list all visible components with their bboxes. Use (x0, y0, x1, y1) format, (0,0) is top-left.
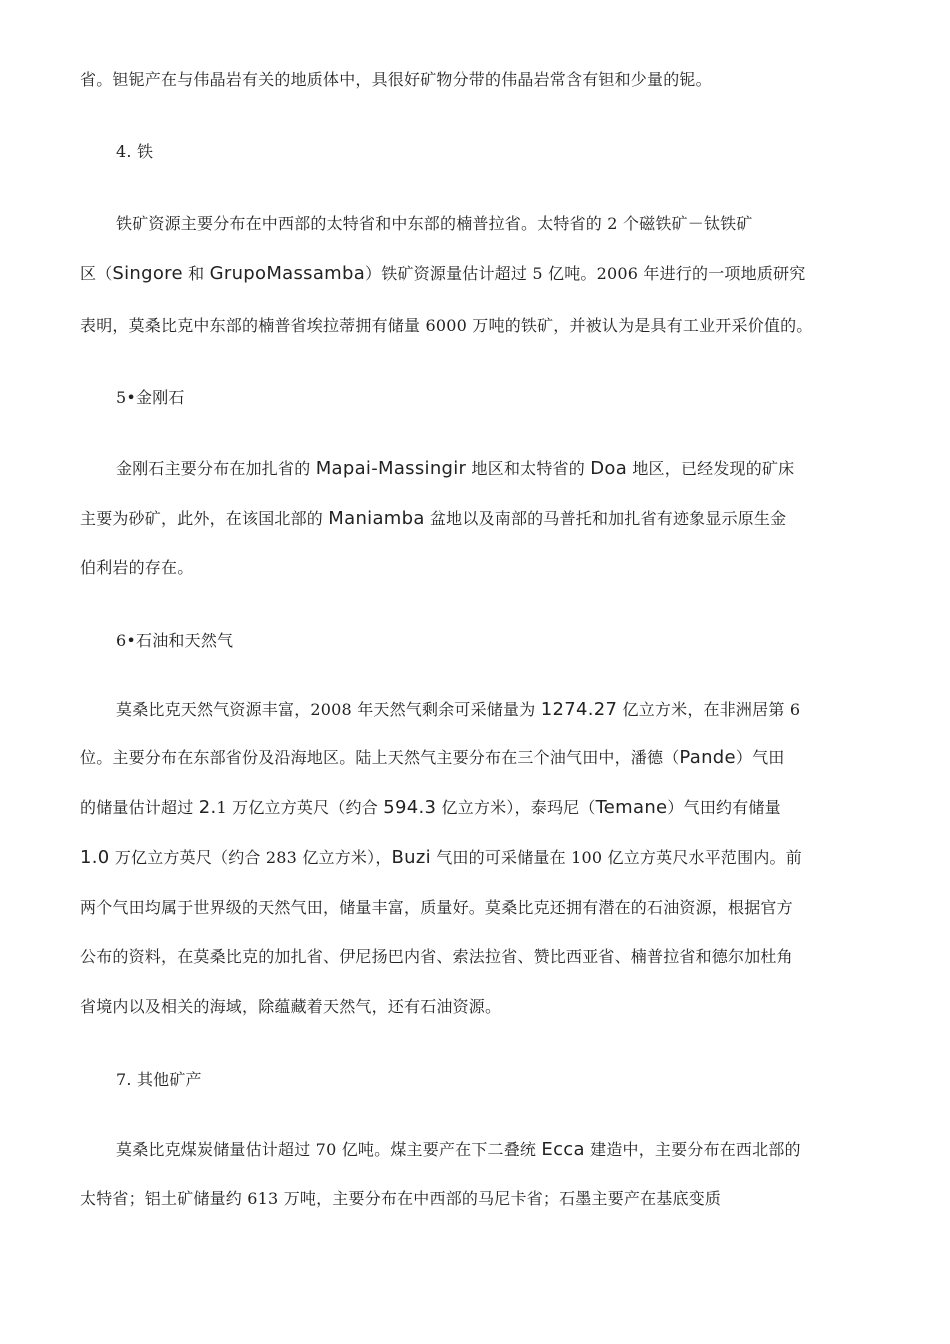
text-run: ）气田约有储量 (667, 798, 781, 817)
text-run: 金刚石主要分布在加扎省的 (116, 459, 316, 478)
text-run: ）铁矿资源量估计超过 5 亿吨。2006 年进行的一项地质研究 (365, 264, 806, 283)
paragraph-line (80, 896, 793, 920)
text-run: 亿立方米），泰玛尼（ (436, 798, 596, 817)
text-run: 建造中，主要分布在西北部的 (584, 1140, 801, 1159)
text-run: 两个气田均属于世界级的天然气田，储量丰富，质量好。莫桑比克还拥有潜在的石油资源，根据官方 (80, 898, 793, 917)
latin-text-run: 1.0 (80, 847, 110, 868)
text-run: 万亿立方英尺（约合 283 亿立方米）， (109, 848, 392, 867)
latin-text-run: Pande (679, 747, 736, 768)
latin-text-run: Buzi (391, 847, 431, 868)
heading-text: 5•金刚石 (116, 388, 185, 407)
paragraph-line (80, 945, 793, 969)
heading-text: 6•石油和天然气 (116, 631, 234, 650)
paragraph-line (80, 314, 813, 338)
heading-text: 7. 其他矿产 (116, 1070, 202, 1089)
text-run: 莫桑比克天然气资源丰富，2008 年天然气剩余可采储量为 (116, 700, 541, 719)
text-run: 地区和太特省的 (466, 459, 591, 478)
section-heading-other-minerals (116, 1068, 202, 1092)
latin-text-run: 2. (198, 797, 217, 818)
latin-text-run: GrupoMassamba (209, 263, 366, 284)
paragraph-line (80, 507, 786, 531)
latin-text-run: 1274.27 (540, 699, 618, 720)
text-run: 主要为砂矿，此外，在该国北部的 (80, 509, 329, 528)
text-run: 盆地以及南部的马普托和加扎省有迹象显示原生金 (424, 509, 787, 528)
text-run: 1 万亿立方英尺（约合 (216, 798, 384, 817)
text-run: 表明，莫桑比克中东部的楠普省埃拉蒂拥有储量 6000 万吨的铁矿，并被认为是具有工业开采价值的。 (80, 316, 813, 335)
paragraph-line (116, 1138, 801, 1162)
latin-text-run: Ecca (541, 1139, 585, 1160)
latin-text-run: 594.3 (383, 797, 437, 818)
text-run: 的储量估计超过 (80, 798, 199, 817)
latin-text-run: Temane (595, 797, 668, 818)
paragraph-line (80, 796, 781, 820)
text-run: 莫桑比克煤炭储量估计超过 70 亿吨。煤主要产在下二叠统 (116, 1140, 542, 1159)
text-run: 伯利岩的存在。 (80, 558, 194, 577)
text-run: 公布的资料，在莫桑比克的加扎省、伊尼扬巴内省、索法拉省、赞比西亚省、楠普拉省和德尔加杜角 (80, 947, 793, 966)
section-heading-oil-gas (116, 629, 233, 653)
latin-text-run: Mapai-Massingir (315, 458, 467, 479)
text-run: 气田的可采储量在 100 亿立方英尺水平范围内。前 (430, 848, 802, 867)
latin-text-run: Singore (112, 263, 183, 284)
paragraph-line (116, 457, 794, 481)
paragraph-line (80, 556, 193, 580)
latin-text-run: Maniamba (328, 508, 425, 529)
paragraph-line (80, 746, 785, 770)
text-run: 省。钽铌产在与伟晶岩有关的地质体中，具很好矿物分带的伟晶岩常含有钽和少量的铌。 (80, 70, 712, 89)
text-run: 省境内以及相关的海域，除蕴藏着天然气，还有石油资源。 (80, 997, 502, 1016)
paragraph-line (80, 262, 805, 286)
paragraph-line (116, 698, 800, 722)
paragraph-line (80, 995, 501, 1019)
section-heading-diamond (116, 386, 185, 410)
paragraph-line (80, 1187, 721, 1211)
latin-text-run: Doa (590, 458, 628, 479)
section-heading-iron (116, 140, 153, 164)
paragraph-line (80, 846, 802, 870)
paragraph-line (116, 212, 753, 236)
text-run: 铁矿资源主要分布在中西部的太特省和中东部的楠普拉省。太特省的 2 个磁铁矿－钛铁矿 (116, 214, 753, 233)
paragraph-line (80, 68, 712, 92)
text-run: 太特省；铝土矿储量约 613 万吨，主要分布在中西部的马尼卡省；石墨主要产在基底变质 (80, 1189, 722, 1208)
text-run: 亿立方米，在非洲居第 6 (617, 700, 801, 719)
text-run: 地区，已经发现的矿床 (627, 459, 795, 478)
text-run: ）气田 (735, 748, 785, 767)
text-run: 区（ (80, 264, 113, 283)
text-run: 位。主要分布在东部省份及沿海地区。陆上天然气主要分布在三个油气田中，潘德（ (80, 748, 680, 767)
text-run: 和 (182, 264, 210, 283)
heading-text: 4. 铁 (116, 142, 154, 161)
